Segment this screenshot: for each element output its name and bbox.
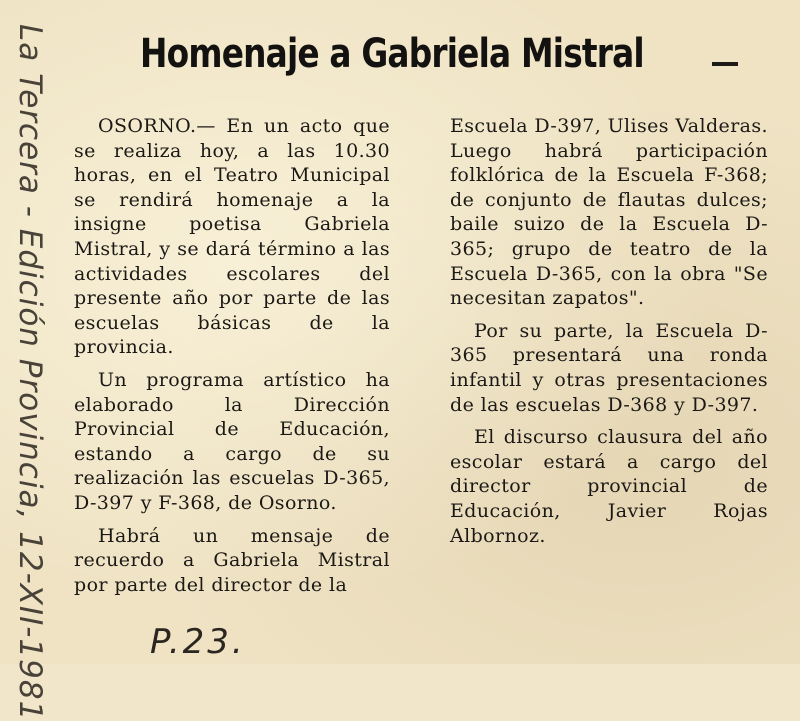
handwritten-page-note: P.23.: [150, 622, 246, 662]
article-paragraph: Escuela D-397, Ulises Valderas. Luego habrá participación folklórica de la Escuela F-368; de conjunto de flautas dulces; baile suizo de la Escuela D-365; grupo de teatro de la Escuela D-365, con la obra "Se necesitan zapatos".: [450, 115, 768, 310]
article-column-left: [74, 114, 390, 605]
margin-note-text: La Tercera - Edición Provincia, 12-XII-1981: [12, 24, 48, 721]
article-paragraph: Habrá un mensaje de recuerdo a Gabriela Mistral por parte del director de la: [74, 524, 390, 596]
handwritten-margin-note: [4, 10, 60, 721]
article-paragraph: OSORNO.— En un acto que se realiza hoy, a las 10.30 horas, en el Teatro Municipal se rendirá homenaje a la insigne poetisa Gabriela Mistral, y se dará término a las actividades escolares del presente año por parte de las escuelas básicas de la provincia.: [74, 115, 390, 359]
article-column-right: [450, 114, 768, 556]
headline-dash-mark: [712, 62, 738, 66]
headline: Homenaje a Gabriela Mistral: [140, 31, 644, 77]
article-paragraph: Por su parte, la Escuela D-365 presentará una ronda infantil y otras presentaciones de las escuelas D-368 y D-397.: [450, 319, 768, 416]
article-paragraph: El discurso clausura del año escolar estará a cargo del director provincial de Educación, Javier Rojas Albornoz.: [450, 426, 768, 547]
article-paragraph: Un programa artístico ha elaborado la Dirección Provincial de Educación, estando a cargo de su realización las escuelas D-365, D-397 y F-368, de Osorno.: [74, 368, 390, 514]
